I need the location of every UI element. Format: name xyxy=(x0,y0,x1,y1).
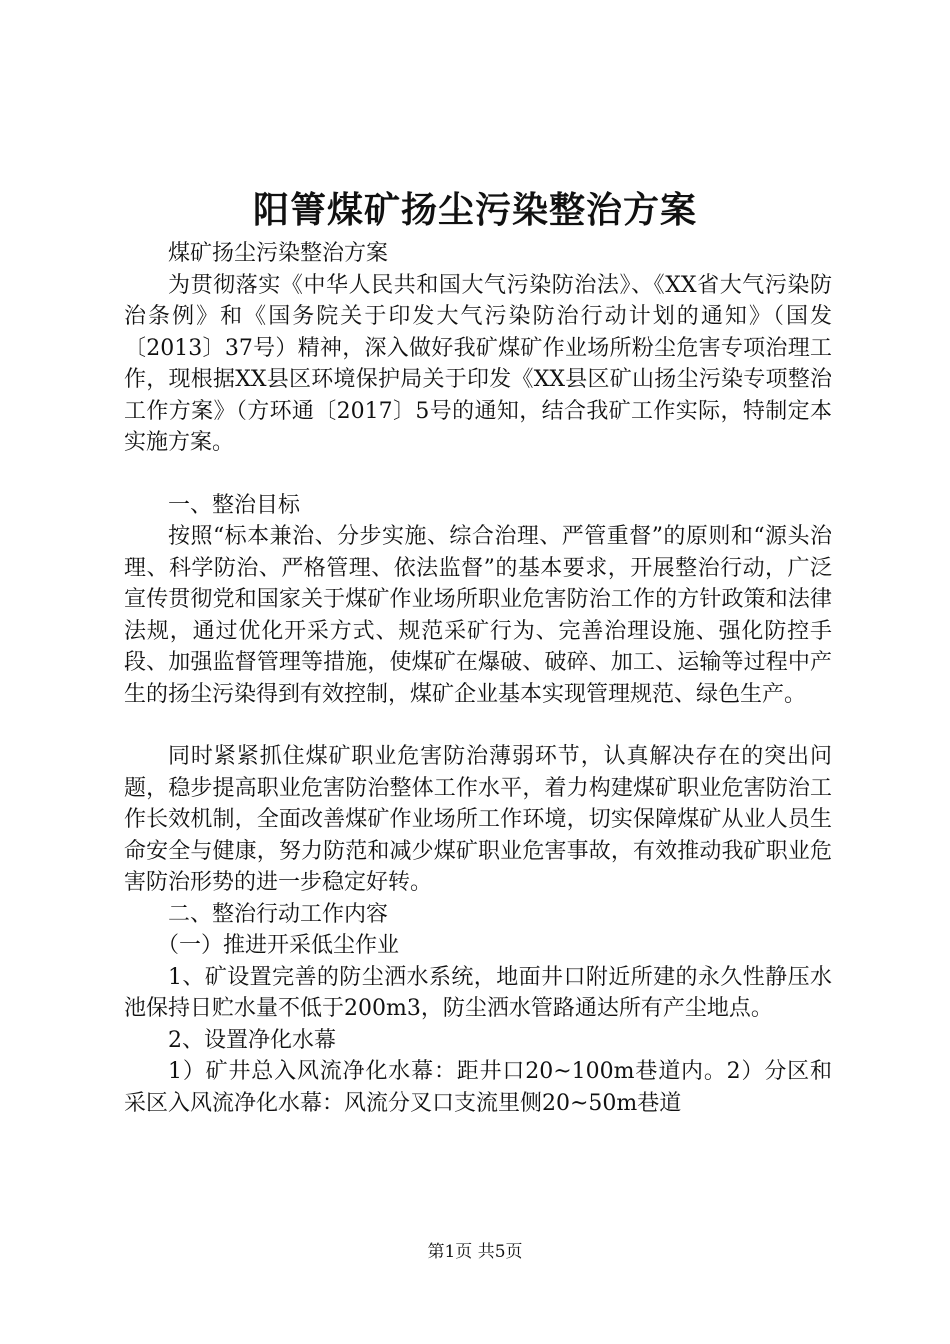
subtitle-paragraph: 煤矿扬尘污染整治方案 xyxy=(168,241,389,266)
item-heading-2: 2、设置净化水幕 xyxy=(168,1027,336,1053)
document-title: 阳箐煤矿扬尘污染整治方案 xyxy=(252,189,697,231)
document-body xyxy=(124,238,832,1119)
section-heading-actions: 二、整治行动工作内容 xyxy=(168,901,389,927)
goals-paragraph: 按照“标本兼治、分步实施、综合治理、严管重督”的原则和“源头治理、科学防治、严格管理、依法监督”的基本要求，开展整治行动，广泛宣传贯彻党和国家关于煤矿作业场所职业危害防治工作的方针政策和法律法规，通过优化开采方式、规范采矿行为、完善治理设施、强化防控手段、加强监督管理等措施，使煤矿在爆破、破碎、加工、运输等过程中产生的扬尘污染得到有效控制，煤矿企业基本实现管理规范、绿色生产。 xyxy=(124,524,832,707)
subsection-heading-low-dust: （一）推进开采低尘作业 xyxy=(157,933,400,958)
item-paragraph-1: 1、矿设置完善的防尘洒水系统，地面井口附近所建的永久性静压水池保持日贮水量不低于200m3，防尘洒水管路通达所有产尘地点。 xyxy=(124,964,832,1021)
goals-paragraph-2: 同时紧紧抓住煤矿职业危害防治薄弱环节，认真解决存在的突出问题，稳步提高职业危害防治整体工作水平，着力构建煤矿职业危害防治工作长效机制，全面改善煤矿作业场所工作环境，切实保障煤矿从业人员生命安全与健康，努力防范和减少煤矿职业危害事故，有效推动我矿职业危害防治形势的进一步稳定好转。 xyxy=(124,744,832,895)
section-heading-goals: 一、整治目标 xyxy=(168,492,301,518)
item-paragraph-2: 1）矿井总入风流净化水幕：距井口20~100m巷道内。2）分区和采区入风流净化水幕：风流分叉口支流里侧20~50m巷道 xyxy=(124,1059,832,1116)
intro-paragraph: 为贯彻落实《中华人民共和国大气污染防治法》、《XX省大气污染防治条例》和《国务院关于印发大气污染防治行动计划的通知》（国发〔2013〕37号）精神，深入做好我矿煤矿作业场所粉尘危害专项治理工作，现根据XX县区环境保护局关于印发《XX县区矿山扬尘污染专项整治工作方案》（方环通〔2017〕5号的通知，结合我矿工作实际，特制定本实施方案。 xyxy=(124,272,832,455)
page-footer: 第1页 共5页 xyxy=(427,1242,523,1262)
